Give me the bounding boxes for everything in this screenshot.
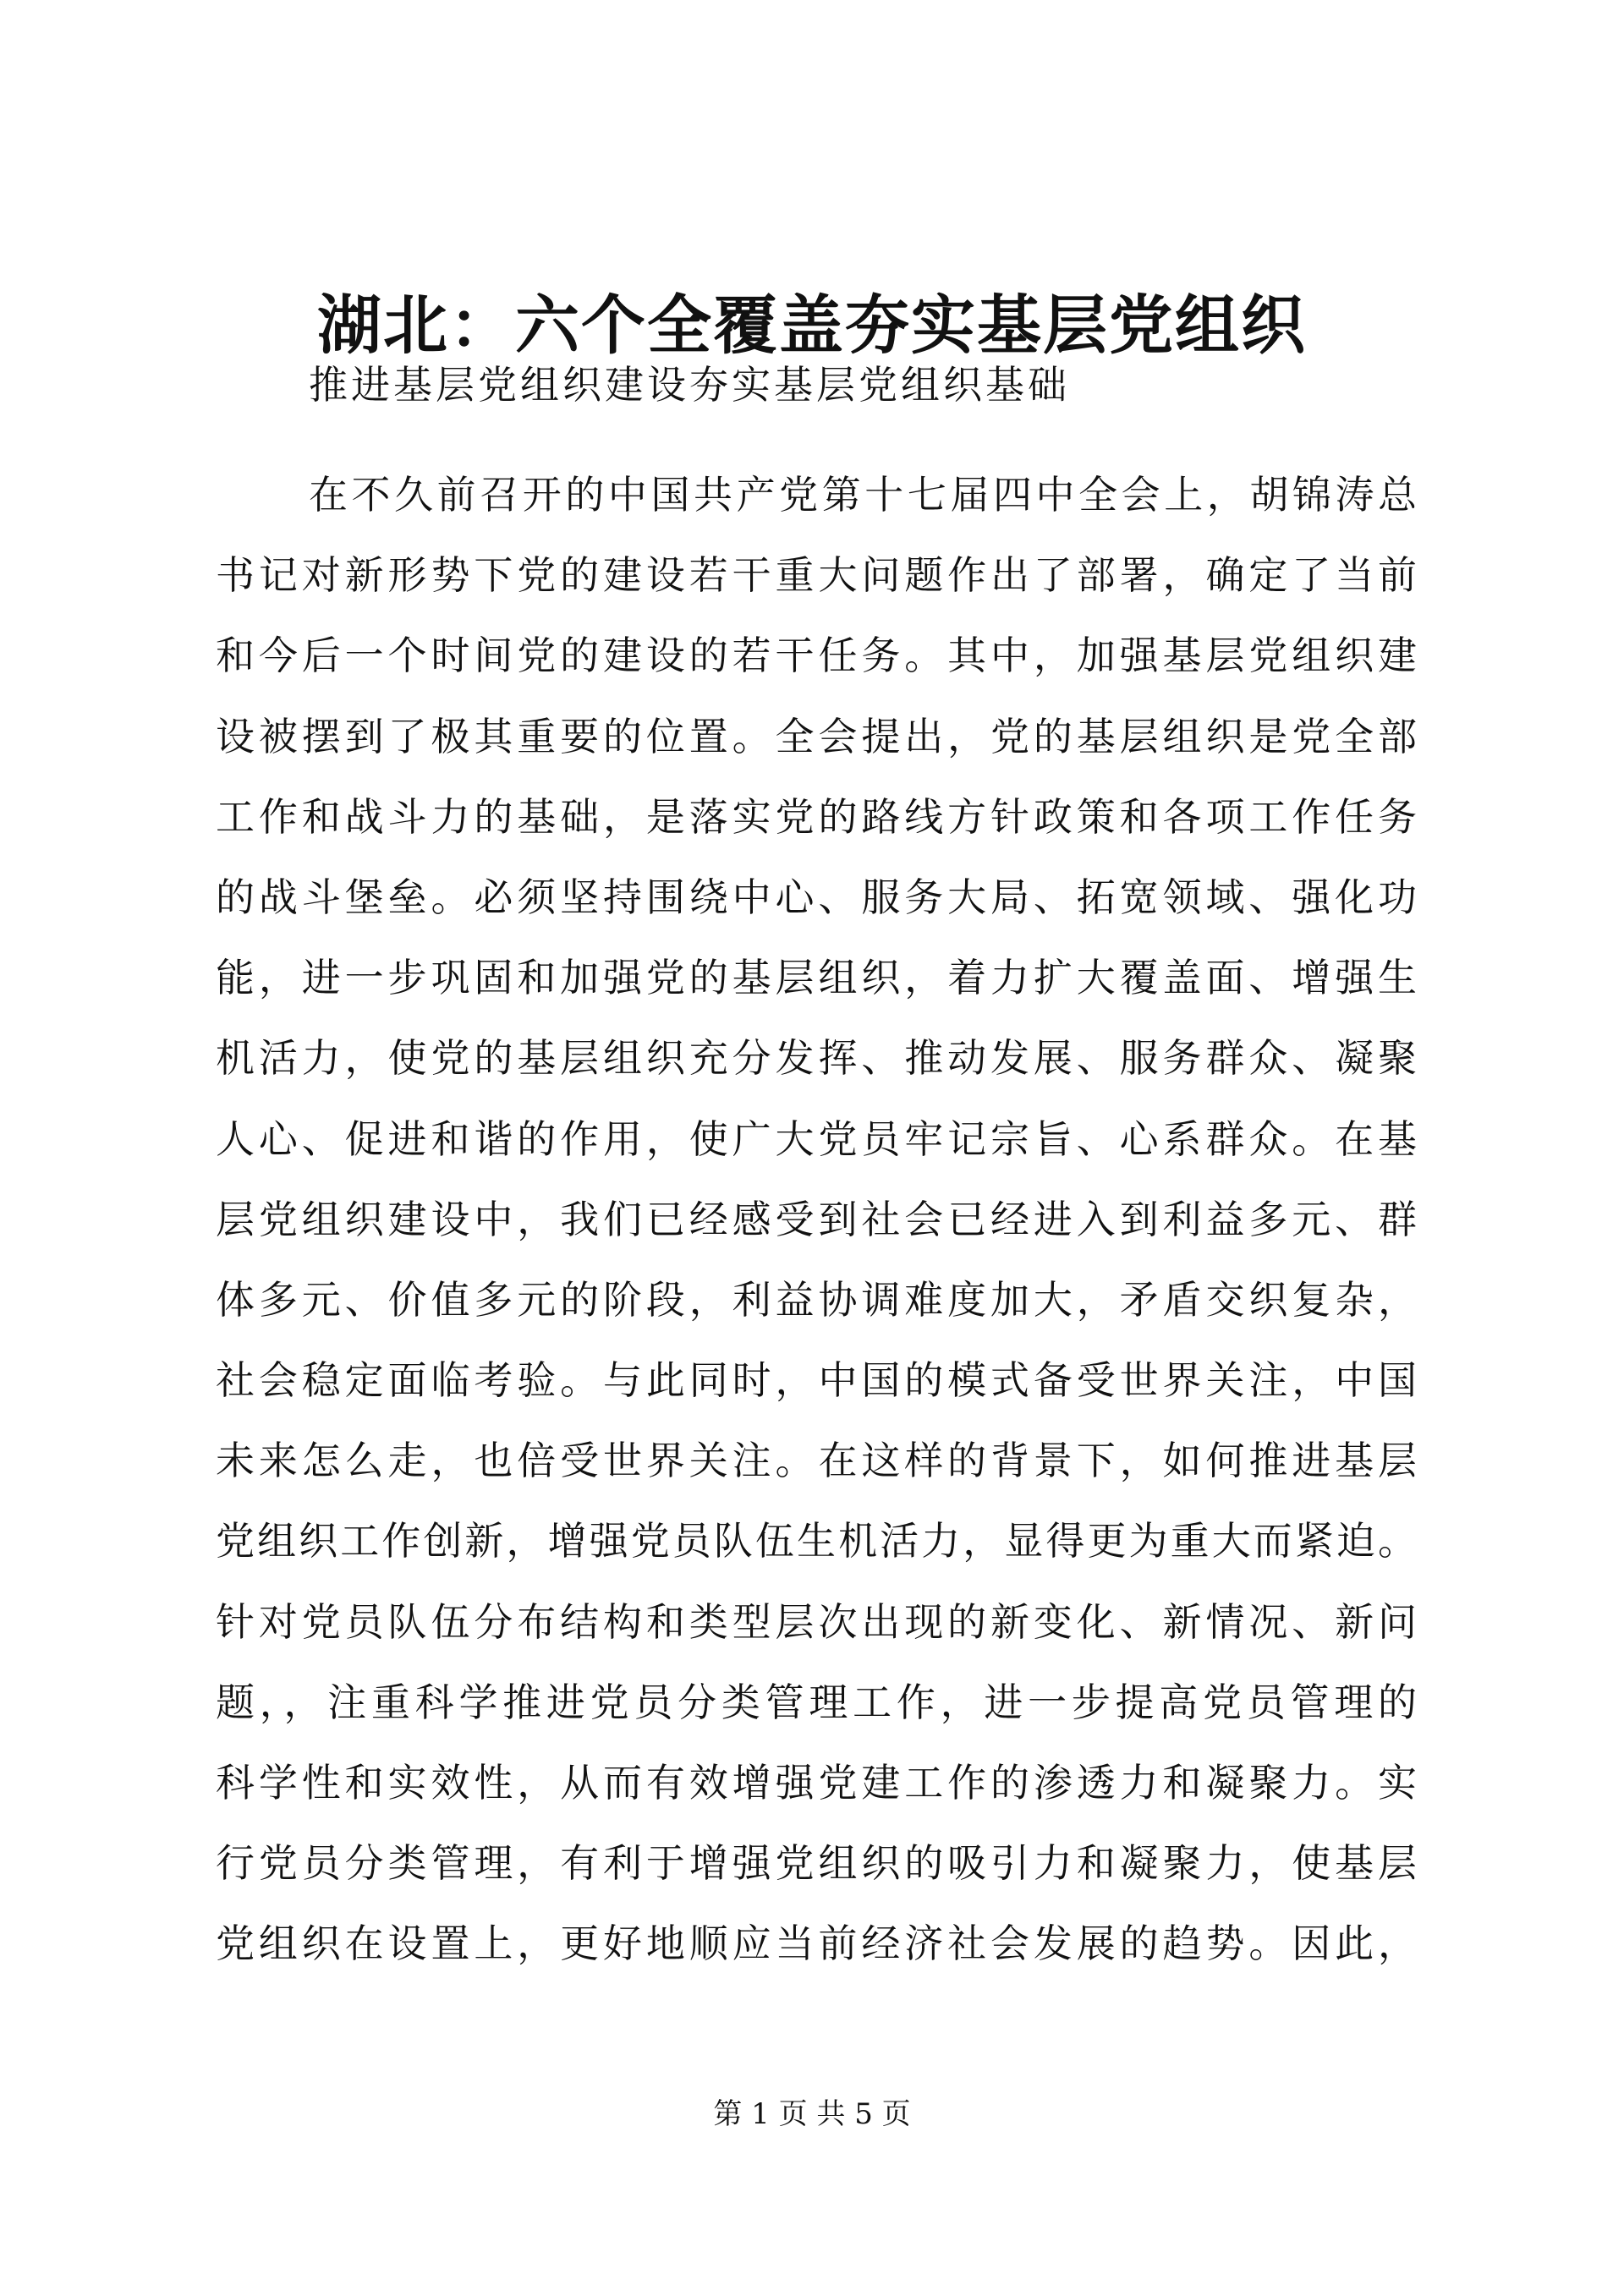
page-number-footer: 第 1 页 共 5 页 [713, 2097, 911, 2131]
text-line: 设被摆到了极其重要的位置。全会提出，党的基层组织是党全部 [216, 713, 1417, 759]
body-paragraph [216, 455, 1417, 1985]
text-line: 的战斗堡垒。必须坚持围绕中心、服务大局、拓宽领域、强化功 [216, 874, 1417, 920]
text-line: 体多元、价值多元的阶段，利益协调难度加大，矛盾交织复杂， [216, 1276, 1417, 1323]
text-line: 党组织在设置上，更好地顺应当前经济社会发展的趋势。因此， [216, 1921, 1417, 1967]
document-subtitle: 推进基层党组织建设夯实基层党组织基础 [309, 362, 1070, 408]
text-line: 工作和战斗力的基础，是落实党的路线方针政策和各项工作任务 [216, 793, 1417, 840]
text-line: 在不久前召开的中国共产党第十七届四中全会上，胡锦涛总 [309, 472, 1417, 518]
text-line: 人心、促进和谐的作用，使广大党员牢记宗旨、心系群众。在基 [216, 1115, 1417, 1162]
document-title: 湖北：六个全覆盖夯实基层党组织 [317, 288, 1307, 363]
text-line: 能，进一步巩固和加强党的基层组织，着力扩大覆盖面、增强生 [216, 955, 1417, 1001]
text-line: 未来怎么走，也倍受世界关注。在这样的背景下，如何推进基层 [216, 1438, 1417, 1484]
text-line: 和今后一个时间党的建设的若干任务。其中，加强基层党组织建 [216, 633, 1417, 679]
text-line: 科学性和实效性，从而有效增强党建工作的渗透力和凝聚力。实 [216, 1760, 1417, 1806]
text-line: 层党组织建设中，我们已经感受到社会已经进入到利益多元、群 [216, 1196, 1417, 1242]
text-line: 社会稳定面临考验。与此同时，中国的模式备受世界关注，中国 [216, 1357, 1417, 1404]
text-line: 党组织工作创新，增强党员队伍生机活力，显得更为重大而紧迫。 [216, 1518, 1417, 1564]
text-line: 题，，注重科学推进党员分类管理工作，进一步提高党员管理的 [216, 1679, 1417, 1725]
text-line: 机活力，使党的基层组织充分发挥、推动发展、服务群众、凝聚 [216, 1035, 1417, 1082]
text-line: 针对党员队伍分布结构和类型层次出现的新变化、新情况、新问 [216, 1598, 1417, 1645]
text-line: 书记对新形势下党的建设若干重大问题作出了部署，确定了当前 [216, 552, 1417, 599]
text-line: 行党员分类管理，有利于增强党组织的吸引力和凝聚力，使基层 [216, 1840, 1417, 1887]
